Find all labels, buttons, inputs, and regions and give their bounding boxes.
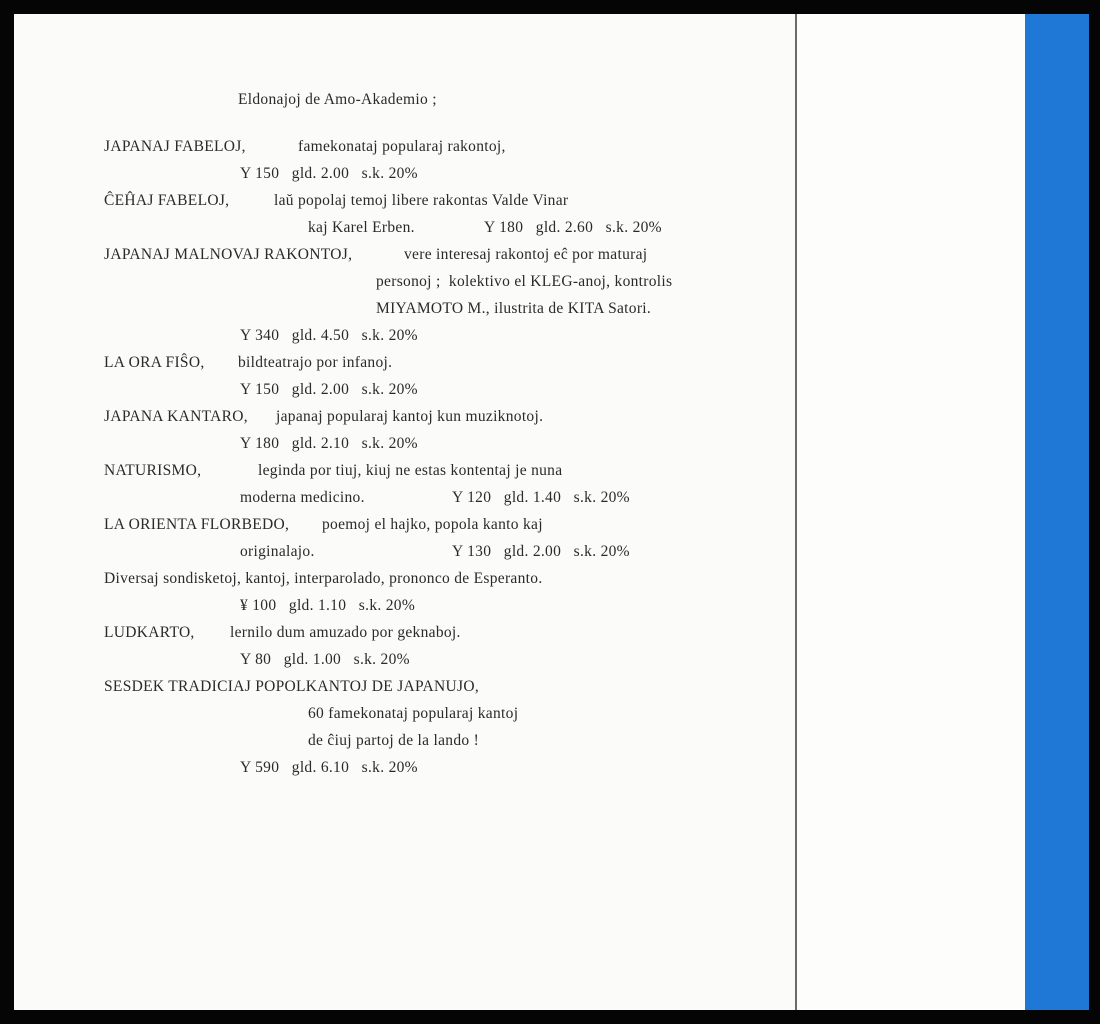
back-flap bbox=[797, 14, 1025, 1010]
entry-description: famekonataj popularaj rakontoj, bbox=[298, 138, 506, 155]
entry-title: JAPANA KANTARO, bbox=[104, 408, 248, 425]
entry-price: Y 120 gld. 1.40 s.k. 20% bbox=[452, 489, 630, 506]
entry-description: bildteatrajo por infanoj. bbox=[238, 354, 393, 371]
entry-description: laŭ popolaj temoj libere rakontas Valde Vinar bbox=[274, 192, 569, 209]
entry-description: MIYAMOTO M., ilustrita de KITA Satori. bbox=[376, 300, 652, 317]
entry-description: personoj ; kolektivo el KLEG-anoj, kontrolis bbox=[376, 273, 673, 290]
blue-stripe bbox=[1025, 14, 1089, 1010]
entry-price: Y 150 gld. 2.00 s.k. 20% bbox=[240, 165, 418, 182]
entry-description: kaj Karel Erben. bbox=[308, 219, 415, 236]
page-heading: Eldonajoj de Amo-Akademio ; bbox=[238, 91, 437, 108]
entry-description: leginda por tiuj, kiuj ne estas kontentaj je nuna bbox=[258, 462, 563, 479]
entry-description: 60 famekonataj popularaj kantoj bbox=[308, 705, 519, 722]
entry-description: lernilo dum amuzado por geknaboj. bbox=[230, 624, 461, 641]
entry-description: japanaj popularaj kantoj kun muziknotoj. bbox=[276, 408, 544, 425]
entry-price: Y 590 gld. 6.10 s.k. 20% bbox=[240, 759, 418, 776]
entry-description: de ĉiuj partoj de la lando ! bbox=[308, 732, 480, 749]
entry-title: JAPANAJ FABELOJ, bbox=[104, 138, 246, 155]
entry-title: NATURISMO, bbox=[104, 462, 202, 479]
entry-description: vere interesaj rakontoj eĉ por maturaj bbox=[404, 246, 648, 263]
entry-price: Y 80 gld. 1.00 s.k. 20% bbox=[240, 651, 410, 668]
entry-title: SESDEK TRADICIAJ POPOLKANTOJ DE JAPANUJO, bbox=[104, 678, 480, 695]
entry-description: moderna medicino. bbox=[240, 489, 365, 506]
entry-title: LUDKARTO, bbox=[104, 624, 195, 641]
entry-title: Diversaj sondisketoj, kantoj, interparolado, prononco de Esperanto. bbox=[104, 570, 543, 587]
entry-title: JAPANAJ MALNOVAJ RAKONTOJ, bbox=[104, 246, 353, 263]
entry-price: Y 150 gld. 2.00 s.k. 20% bbox=[240, 381, 418, 398]
entry-description: poemoj el hajko, popola kanto kaj bbox=[322, 516, 543, 533]
entry-title: LA ORA FIŜO, bbox=[104, 354, 205, 371]
entry-title: ĈEĤAJ FABELOJ, bbox=[104, 192, 230, 209]
entry-price: Y 180 gld. 2.60 s.k. 20% bbox=[484, 219, 662, 236]
entry-price: Y 130 gld. 2.00 s.k. 20% bbox=[452, 543, 630, 560]
entry-title: LA ORIENTA FLORBEDO, bbox=[104, 516, 290, 533]
entry-price: Y 340 gld. 4.50 s.k. 20% bbox=[240, 327, 418, 344]
entry-price: Y 180 gld. 2.10 s.k. 20% bbox=[240, 435, 418, 452]
entry-description: originalajo. bbox=[240, 543, 315, 560]
entry-price: ¥ 100 gld. 1.10 s.k. 20% bbox=[240, 597, 416, 614]
